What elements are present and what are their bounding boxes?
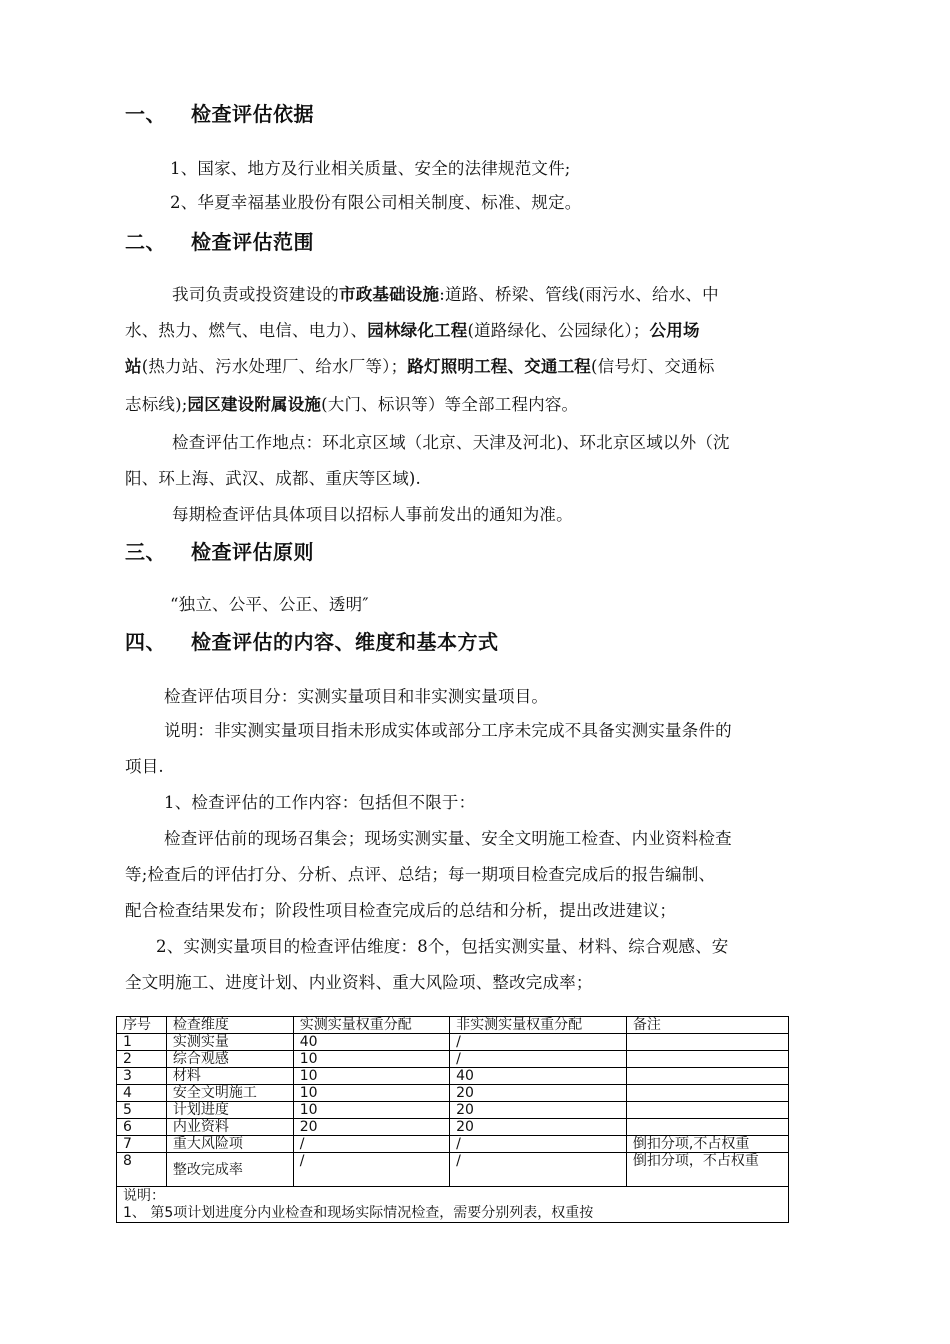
table-cell: 10 xyxy=(293,1085,449,1102)
paragraph: “独立、公平、公正、透明″ xyxy=(170,595,369,614)
table-cell: / xyxy=(450,1136,627,1153)
table-cell: 倒扣分项，不占权重 xyxy=(626,1153,788,1187)
paragraph: 每期检查评估具体项目以招标人事前发出的通知为准。 xyxy=(172,505,573,524)
weight-table xyxy=(116,1016,789,1223)
table-cell: 5 xyxy=(117,1102,167,1119)
table-cell xyxy=(626,1102,788,1119)
table-cell: / xyxy=(293,1136,449,1153)
table-cell: 6 xyxy=(117,1119,167,1136)
table-cell: 安全文明施工 xyxy=(166,1085,293,1102)
table-row xyxy=(117,1085,789,1102)
table-cell xyxy=(626,1119,788,1136)
table-cell: 40 xyxy=(450,1068,627,1085)
table-cell: 20 xyxy=(450,1085,627,1102)
table-cell: / xyxy=(450,1051,627,1068)
table-cell: / xyxy=(450,1034,627,1051)
paragraph: 配合检查结果发布；阶段性项目检查完成后的总结和分析，提出改进建议； xyxy=(125,901,677,920)
table-cell: 40 xyxy=(293,1034,449,1051)
table-header-cell: 备注 xyxy=(626,1017,788,1034)
table-cell: 内业资料 xyxy=(166,1119,293,1136)
table-header-row xyxy=(117,1017,789,1034)
table-cell: 10 xyxy=(293,1102,449,1119)
table-header-cell: 序号 xyxy=(117,1017,167,1034)
table-cell: 整改完成率 xyxy=(166,1153,293,1187)
paragraph: 水、热力、燃气、电信、电力）、园林绿化工程(道路绿化、公园绿化）；公用场 xyxy=(125,321,700,340)
paragraph: 全文明施工、进度计划、内业资料、重大风险项、整改完成率； xyxy=(125,973,593,992)
section-heading-3: 三、 检查评估原则 xyxy=(125,540,314,564)
paragraph: 检查评估工作地点：环北京区域（北京、天津及河北)、环北京区域以外（沈 xyxy=(172,433,730,452)
paragraph: 项目. xyxy=(125,757,164,776)
section-heading-2: 二、 检查评估范围 xyxy=(125,230,314,254)
table-cell: / xyxy=(450,1153,627,1187)
paragraph: 检查评估前的现场召集会；现场实测实量、安全文明施工检查、内业资料检查 xyxy=(164,829,732,848)
table-cell: 20 xyxy=(450,1119,627,1136)
table-row xyxy=(117,1153,789,1187)
paragraph: 1、国家、地方及行业相关质量、安全的法律规范文件; xyxy=(170,159,571,178)
table-row xyxy=(117,1102,789,1119)
section-heading-1: 一、 检查评估依据 xyxy=(125,102,314,126)
paragraph: 说明：非实测实量项目指未形成实体或部分工序未完成不具备实测实量条件的 xyxy=(164,721,732,740)
table-cell: 重大风险项 xyxy=(166,1136,293,1153)
table-row xyxy=(117,1034,789,1051)
table-note-row xyxy=(117,1187,789,1223)
paragraph: 站(热力站、污水处理厂、给水厂等）；路灯照明工程、交通工程(信号灯、交通标 xyxy=(125,357,715,376)
note-line: 1、 第5项计划进度分内业检查和现场实际情况检查，需要分别列表，权重按 xyxy=(123,1205,594,1221)
table-cell: 实测实量 xyxy=(166,1034,293,1051)
table-cell: 计划进度 xyxy=(166,1102,293,1119)
paragraph: 我司负责或投资建设的市政基础设施:道路、桥梁、管线(雨污水、给水、中 xyxy=(172,285,719,304)
paragraph: 2、华夏幸福基业股份有限公司相关制度、标准、规定。 xyxy=(170,193,582,212)
note-title: 说明： xyxy=(123,1188,165,1204)
table-cell xyxy=(626,1051,788,1068)
table-row xyxy=(117,1068,789,1085)
table-row xyxy=(117,1051,789,1068)
paragraph: 1、检查评估的工作内容：包括但不限于： xyxy=(164,793,476,812)
table-cell xyxy=(626,1085,788,1102)
table-cell: 1 xyxy=(117,1034,167,1051)
table-cell: / xyxy=(293,1153,449,1187)
table-note xyxy=(117,1187,789,1223)
table-header-cell: 非实测实量权重分配 xyxy=(450,1017,627,1034)
table-cell: 7 xyxy=(117,1136,167,1153)
paragraph: 志标线);园区建设附属设施(大门、标识等）等全部工程内容。 xyxy=(125,395,579,414)
paragraph: 等;检查后的评估打分、分析、点评、总结；每一期项目检查完成后的报告编制、 xyxy=(125,865,716,884)
table-header-cell: 实测实量权重分配 xyxy=(293,1017,449,1034)
table-cell xyxy=(626,1068,788,1085)
table-cell: 20 xyxy=(293,1119,449,1136)
table-cell xyxy=(626,1034,788,1051)
table-cell: 综合观感 xyxy=(166,1051,293,1068)
section-heading-4: 四、 检查评估的内容、维度和基本方式 xyxy=(125,630,499,654)
paragraph: 检查评估项目分：实测实量项目和非实测实量项目。 xyxy=(164,687,549,706)
paragraph: 2、实测实量项目的检查评估维度：8个，包括实测实量、材料、综合观感、安 xyxy=(156,937,729,956)
table-cell: 倒扣分项,不占权重 xyxy=(626,1136,788,1153)
table-row xyxy=(117,1136,789,1153)
table-row xyxy=(117,1119,789,1136)
table-cell: 3 xyxy=(117,1068,167,1085)
table-cell: 材料 xyxy=(166,1068,293,1085)
table-header-cell: 检查维度 xyxy=(166,1017,293,1034)
table-cell: 10 xyxy=(293,1068,449,1085)
table-cell: 2 xyxy=(117,1051,167,1068)
paragraph: 阳、环上海、武汉、成都、重庆等区域). xyxy=(125,469,421,488)
table-cell: 8 xyxy=(117,1153,167,1187)
table-cell: 10 xyxy=(293,1051,449,1068)
table-cell: 20 xyxy=(450,1102,627,1119)
table-cell: 4 xyxy=(117,1085,167,1102)
